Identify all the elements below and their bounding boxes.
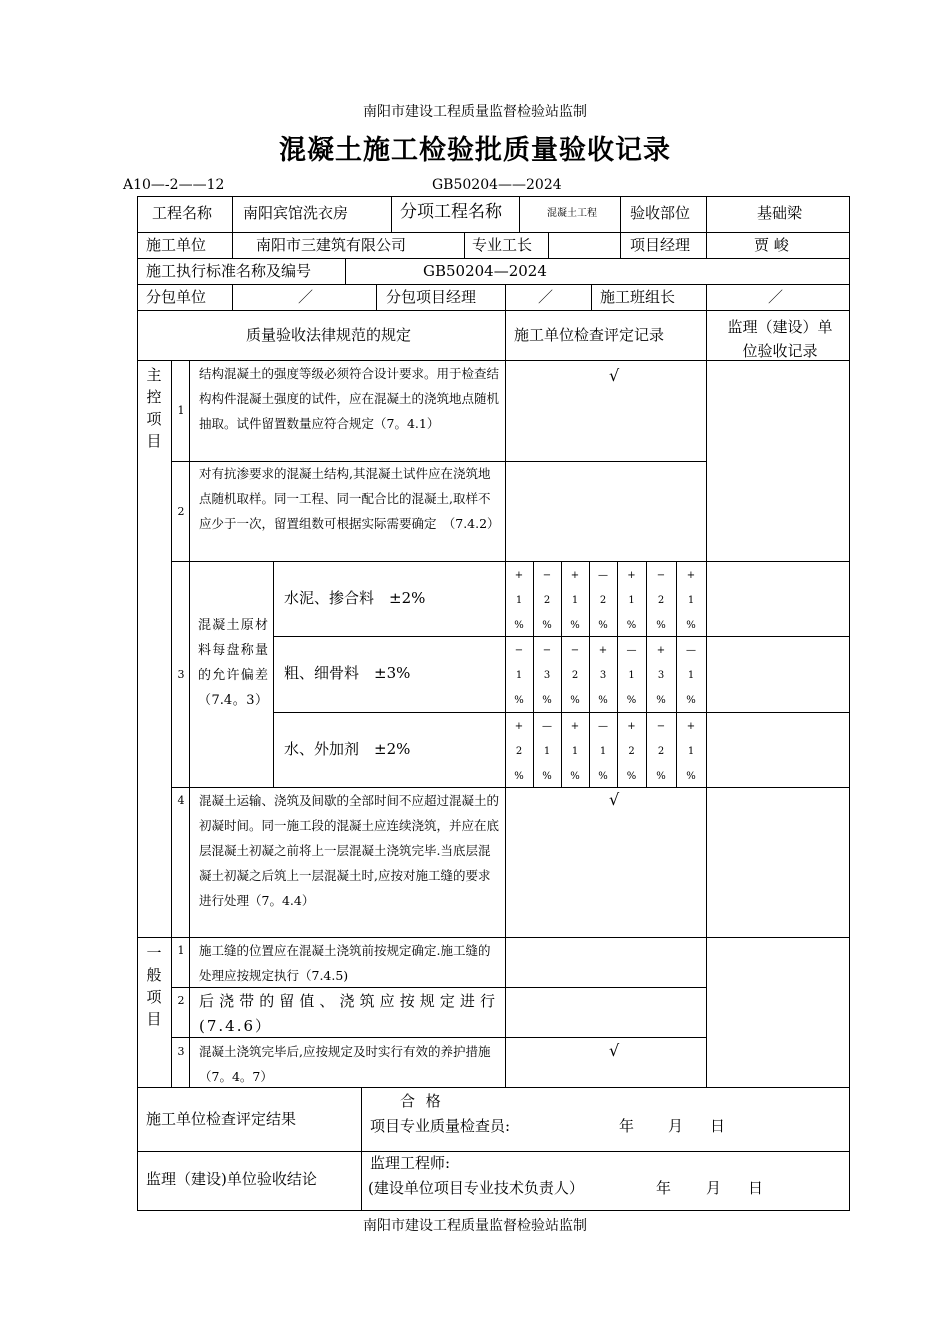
- foreman-label: 专业工长: [472, 236, 533, 254]
- sub-project-label: 分项工程名称: [400, 202, 502, 222]
- team-leader-value: ／: [768, 288, 784, 306]
- deviation-cell-r2-c6-value: 3: [657, 670, 665, 681]
- general-item-1-text: 施工缝的位置应在混凝土浇筑前按规定确定.施工缝的处理应按规定执行（7.4.5): [199, 943, 491, 983]
- deviation-cell-r1-c4-unit: %: [598, 620, 608, 631]
- tolerance-row-2-name: 粗、细骨料 ±3%: [284, 664, 411, 682]
- contractor-label: 施工单位: [146, 236, 207, 254]
- deviation-cell-r2-c1-value: 1: [515, 670, 523, 681]
- deviation-cell-r1-c5-value: 1: [628, 595, 635, 606]
- main-item-3-number: 3: [177, 668, 185, 681]
- deviation-cell-r1-c7-value: 1: [687, 595, 695, 606]
- deviation-cell-r3-c1-unit: %: [514, 771, 524, 782]
- deviation-cell-r3-c3-value: 1: [571, 746, 579, 757]
- deviation-cell-r3-c5-sign: +: [627, 721, 636, 732]
- deviation-cell-r2-c7-value: 1: [687, 670, 695, 681]
- deviation-cell-r3-c6-value: 2: [657, 746, 665, 757]
- org-header: 南阳市建设工程质量监督检验站监制: [363, 104, 587, 120]
- deviation-cell-r2-c4-sign: +: [598, 645, 608, 656]
- deviation-cell-r1-c3-sign: +: [570, 570, 580, 581]
- team-leader-label: 施工班组长: [600, 288, 676, 306]
- deviation-cell-r1-c6-value: 2: [657, 595, 665, 606]
- main-items-label: 主控项目: [146, 366, 162, 450]
- deviation-cell-r1-c2-value: 2: [543, 595, 551, 606]
- general-item-2-number: 2: [177, 994, 185, 1007]
- pm-value: 贾 峻: [754, 236, 789, 254]
- deviation-cell-r1-c3-unit: %: [570, 620, 580, 631]
- check-column-header: 施工单位检查评定记录: [514, 326, 665, 344]
- deviation-cell-r1-c5-unit: %: [626, 620, 637, 631]
- standard-value: GB50204—2024: [423, 262, 547, 280]
- deviation-cell-r3-c4-sign: —: [598, 721, 608, 732]
- deviation-cell-r3-c3-unit: %: [570, 771, 580, 782]
- deviation-cell-r1-c2-sign: −: [542, 570, 552, 581]
- deviation-cell-r2-c1-sign: −: [514, 645, 524, 656]
- deviation-cell-r3-c1-value: 2: [515, 746, 523, 757]
- org-footer: 南阳市建设工程质量监督检验站监制: [363, 1218, 587, 1234]
- deviation-cell-r3-c2-value: 1: [543, 746, 551, 757]
- subcontractor-value: ／: [298, 288, 314, 306]
- deviation-cell-r2-c7-unit: %: [686, 695, 696, 706]
- general-item-3-check: √: [609, 1041, 620, 1060]
- deviation-cell-r3-c2-sign: —: [542, 721, 552, 732]
- deviation-cell-r1-c4-sign: —: [598, 570, 608, 581]
- deviation-cell-r2-c6-sign: +: [656, 645, 666, 656]
- main-item-1-text: 结构混凝土的强度等级必须符合设计要求。用于检查结构构件混凝土强度的试件，应在混凝土的浇筑地点随机抽取。试件留置数量应符合规定（7。4.1）: [199, 366, 500, 431]
- supervision-column-header: 监理（建设）单位验收记录: [727, 318, 833, 360]
- deviation-cell-r1-c1-value: 1: [515, 595, 523, 606]
- deviation-cell-r1-c7-unit: %: [686, 620, 696, 631]
- supervision-conclusion-label: 监理（建设)单位验收结论: [146, 1170, 317, 1188]
- supervisor-label: 监理工程师:: [370, 1154, 451, 1172]
- month-label-2: 月: [706, 1179, 722, 1197]
- sub-project-value: 混凝土工程: [547, 208, 597, 219]
- deviation-cell-r1-c2-unit: %: [542, 620, 552, 631]
- contractor-value: 南阳市三建筑有限公司: [256, 236, 407, 254]
- acceptance-part-label: 验收部位: [630, 204, 691, 222]
- main-item-1-check: √: [609, 366, 620, 385]
- year-label: 年: [619, 1117, 635, 1135]
- page-title: 混凝土施工检验批质量验收记录: [279, 135, 671, 166]
- deviation-cell-r2-c2-value: 3: [543, 670, 551, 681]
- year-label-2: 年: [656, 1179, 672, 1197]
- result-label: 施工单位检查评定结果: [146, 1110, 297, 1128]
- general-item-3-text: 混凝土浇筑完毕后,应按规定及时实行有效的养护措施（7。4。7）: [199, 1044, 491, 1084]
- deviation-cell-r2-c6-unit: %: [656, 695, 666, 706]
- day-label-2: 日: [748, 1179, 764, 1197]
- deviation-cell-r3-c7-value: 1: [687, 746, 695, 757]
- subcontractor-label: 分包单位: [146, 288, 207, 306]
- owner-rep-label: (建设单位项目专业技术负责人）: [368, 1179, 584, 1197]
- day-label: 日: [710, 1117, 726, 1135]
- deviation-cell-r3-c2-unit: %: [542, 771, 552, 782]
- project-name-label: 工程名称: [152, 204, 213, 222]
- deviation-cell-r3-c5-unit: %: [626, 771, 637, 782]
- deviation-cell-r1-c5-sign: +: [627, 570, 636, 581]
- main-item-3-label: 混凝土原材料每盘称量的允许偏差（7.4。3）: [198, 618, 268, 708]
- deviation-cell-r2-c5-unit: %: [626, 695, 637, 706]
- deviation-cell-r3-c7-sign: +: [686, 721, 696, 732]
- deviation-cell-r1-c6-sign: −: [656, 570, 666, 581]
- sub-pm-value: ／: [538, 288, 554, 306]
- main-item-4-text: 混凝土运输、浇筑及间歇的全部时间不应超过混凝土的初凝时间。同一施工段的混凝土应连续浇筑，并应在底层混凝土初凝之前将上一层混凝土浇筑完毕.当底层混凝土初凝之后筑上一层混凝土时,应按对施工缝的要求进行处理（7。4.4）: [199, 793, 500, 908]
- deviation-cell-r2-c3-value: 2: [571, 670, 579, 681]
- main-item-2-number: 2: [177, 505, 185, 518]
- standard-code: GB50204——2024: [432, 177, 562, 193]
- deviation-cell-r3-c6-sign: −: [656, 721, 666, 732]
- deviation-cell-r2-c5-sign: —: [626, 645, 637, 656]
- deviation-cell-r2-c3-sign: −: [570, 645, 580, 656]
- deviation-cell-r1-c7-sign: +: [686, 570, 696, 581]
- deviation-cell-r3-c1-sign: +: [514, 721, 524, 732]
- deviation-cell-r2-c5-value: 1: [628, 670, 635, 681]
- month-label: 月: [668, 1117, 684, 1135]
- main-item-2-text: 对有抗渗要求的混凝土结构,其混凝土试件应在浇筑地点随机取样。同一工程、同一配合比的混凝土,取样不应少于一次，留置组数可根据实际需要确定 （7.4.2）: [199, 466, 500, 531]
- deviation-cell-r1-c1-unit: %: [514, 620, 524, 631]
- pm-label: 项目经理: [630, 236, 691, 254]
- deviation-cell-r1-c6-unit: %: [656, 620, 666, 631]
- deviation-cell-r2-c2-sign: −: [542, 645, 552, 656]
- deviation-cell-r3-c7-unit: %: [686, 771, 696, 782]
- result-value: 合 格: [400, 1092, 444, 1110]
- tolerance-row-1-name: 水泥、掺合料 ±2%: [284, 589, 426, 607]
- acceptance-part-value: 基础梁: [757, 204, 803, 222]
- main-item-1-number: 1: [177, 404, 185, 417]
- deviation-cell-r3-c4-unit: %: [598, 771, 608, 782]
- deviation-cell-r2-c2-unit: %: [542, 695, 552, 706]
- deviation-cell-r1-c3-value: 1: [571, 595, 579, 606]
- deviation-cell-r1-c1-sign: +: [514, 570, 524, 581]
- deviation-cell-r2-c7-sign: —: [686, 645, 696, 656]
- general-item-2-text: 后浇带的留值、浇筑应按规定进行(7.4.6）: [199, 992, 497, 1035]
- deviation-cell-r1-c4-value: 2: [599, 595, 607, 606]
- deviation-cell-r3-c6-unit: %: [656, 771, 666, 782]
- spec-column-header: 质量验收法律规范的规定: [246, 326, 412, 344]
- deviation-cell-r3-c4-value: 1: [599, 746, 607, 757]
- general-item-3-number: 3: [177, 1045, 185, 1058]
- sub-pm-label: 分包项目经理: [386, 288, 477, 306]
- deviation-cell-r2-c4-unit: %: [598, 695, 608, 706]
- deviation-cell-r3-c5-value: 2: [628, 746, 635, 757]
- deviation-cell-r3-c3-sign: +: [570, 721, 580, 732]
- general-item-1-number: 1: [177, 944, 185, 957]
- standard-label: 施工执行标准名称及编号: [146, 262, 312, 280]
- deviation-cell-r2-c1-unit: %: [514, 695, 524, 706]
- main-item-4-check: √: [609, 790, 620, 809]
- project-name-value: 南阳宾馆洗衣房: [243, 204, 349, 222]
- tolerance-row-3-name: 水、外加剂 ±2%: [284, 740, 411, 758]
- deviation-cell-r2-c3-unit: %: [570, 695, 580, 706]
- deviation-cell-r2-c4-value: 3: [599, 670, 607, 681]
- form-code: A10—-2——12: [123, 177, 225, 193]
- inspector-label: 项目专业质量检查员:: [370, 1117, 511, 1135]
- general-items-label: 一般项目: [146, 944, 162, 1028]
- main-item-4-number: 4: [177, 794, 185, 807]
